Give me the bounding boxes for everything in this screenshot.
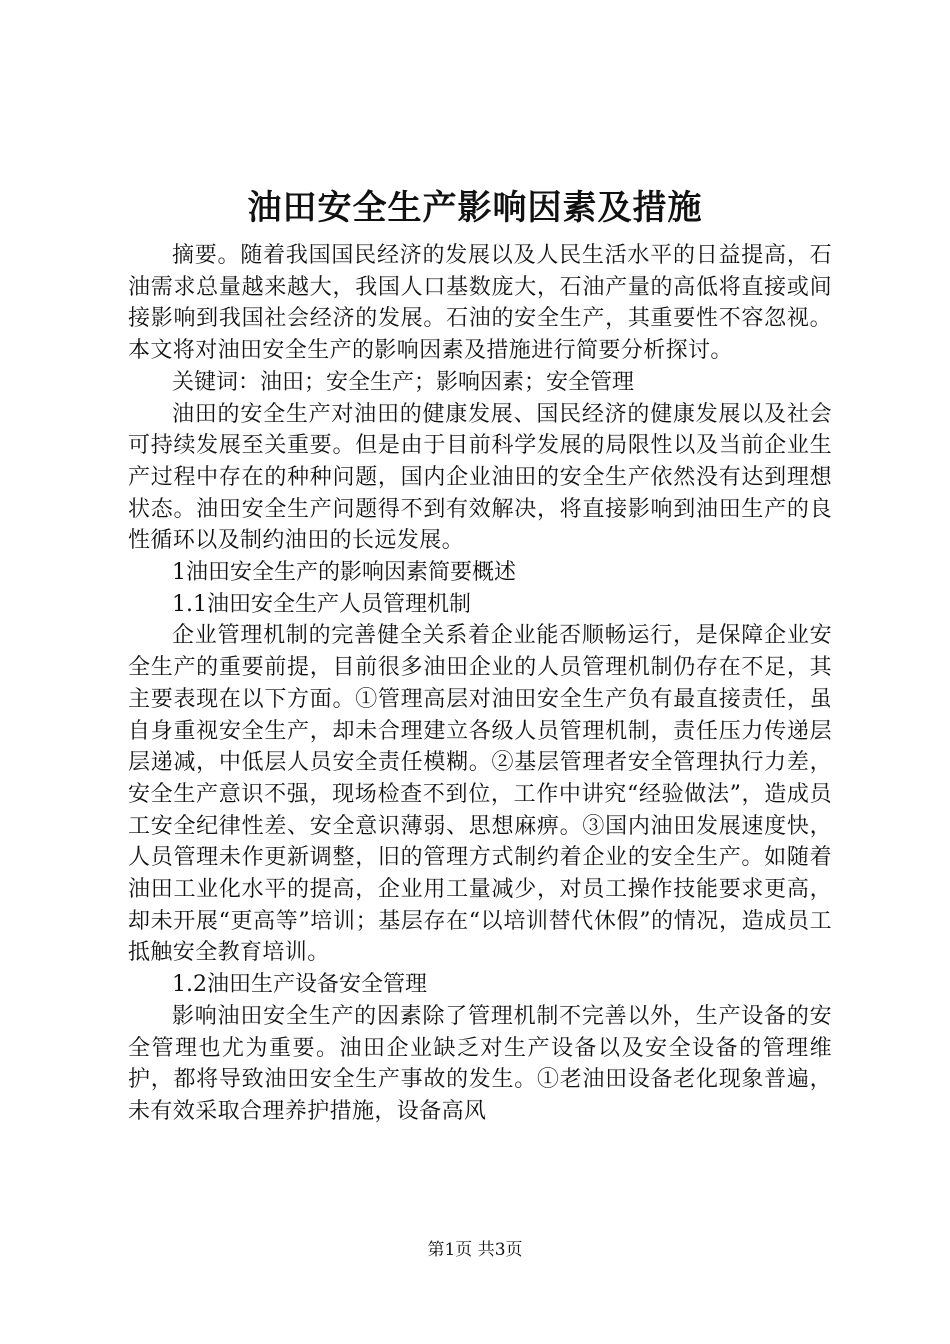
document-title: 油田安全生产影响因素及措施	[247, 188, 703, 228]
intro-paragraph: 油田的安全生产对油田的健康发展、国民经济的健康发展以及社会可持续发展至关重要。但是由于目前科学发展的局限性以及当前企业生产过程中存在的种种问题，国内企业油田的安全生产依然没有达到理想状态。油田安全生产问题得不到有效解决，将直接影响到油田生产的良性循环以及制约油田的长远发展。	[128, 401, 832, 554]
keywords-line: 关键词：油田；安全生产；影响因素；安全管理	[172, 369, 635, 395]
document-body	[128, 240, 832, 1128]
page-number-footer: 第1页 共3页	[427, 1240, 523, 1260]
section-1-1-paragraph: 企业管理机制的完善健全关系着企业能否顺畅运行，是保障企业安全生产的重要前提，目前很多油田企业的人员管理机制仍存在不足，其主要表现在以下方面。①管理高层对油田安全生产负有最直接责任，虽自身重视安全生产，却未合理建立各级人员管理机制，责任压力传递层层递减，中低层人员安全责任模糊。②基层管理者安全管理执行力差，安全生产意识不强，现场检查不到位，工作中讲究“经验做法”，造成员工安全纪律性差、安全意识薄弱、思想麻痹。③国内油田发展速度快，人员管理未作更新调整，旧的管理方式制约着企业的安全生产。如随着油田工业化水平的提高，企业用工量减少，对员工操作技能要求更高，却未开展“更高等”培训；基层存在“以培训替代休假”的情况，造成员工抵触安全教育培训。	[128, 623, 832, 966]
section-1-2-paragraph: 影响油田安全生产的因素除了管理机制不完善以外，生产设备的安全管理也尤为重要。油田企业缺乏对生产设备以及安全设备的管理维护，都将导致油田安全生产事故的发生。①老油田设备老化现象普遍，未有效采取合理养护措施，设备高风	[128, 1003, 832, 1124]
section-heading-1-1: 1.1油田安全生产人员管理机制	[172, 591, 471, 617]
section-heading-1-2: 1.2油田生产设备安全管理	[172, 972, 427, 998]
section-heading-1: 1油田安全生产的影响因素简要概述	[172, 560, 516, 586]
abstract-paragraph: 摘要。随着我国国民经济的发展以及人民生活水平的日益提高，石油需求总量越来越大，我国人口基数庞大，石油产量的高低将直接或间接影响到我国社会经济的发展。石油的安全生产，其重要性不容忽视。本文将对油田安全生产的影响因素及措施进行简要分析探讨。	[128, 243, 832, 364]
